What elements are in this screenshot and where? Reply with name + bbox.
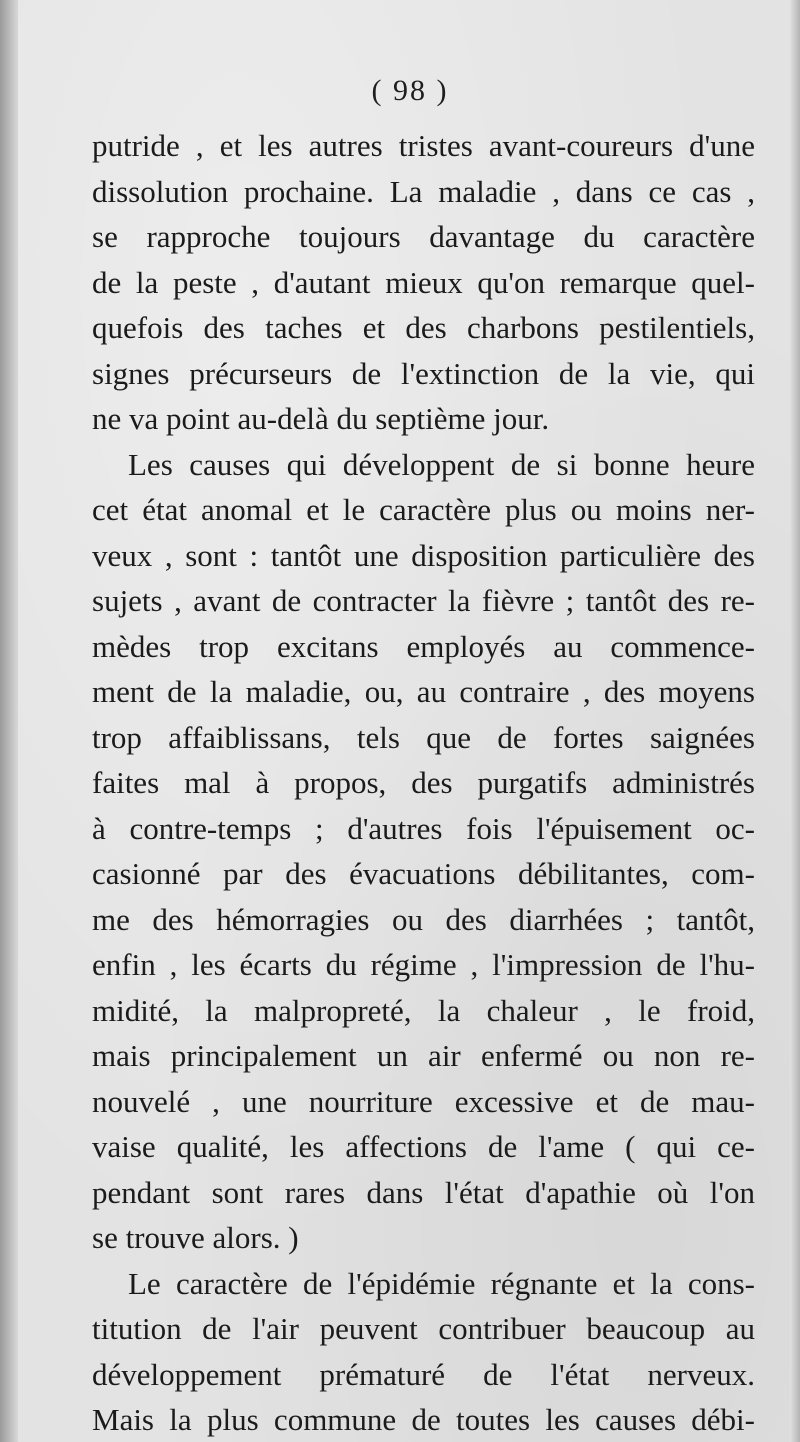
text-line: pendant sont rares dans l'état d'apathie où l'on [92,1174,755,1210]
text-line: casionné par des évacuations débilitantes, com- [92,856,755,891]
text-line: ment de la maladie, ou, au contraire , des moyens [92,674,755,709]
page-binding-shadow [0,0,18,1442]
text-line: mèdes trop excitans employés au commence- [92,628,755,664]
text-line: midité, la malpropreté, la chaleur , le froid, [92,992,755,1028]
text-line: sujets , avant de contracter la fièvre ; tantôt des re- [92,583,755,618]
text-line: titution de l'air peuvent contribuer beaucoup au [92,1311,755,1346]
text-line: vaise qualité, les affections de l'ame ( qui ce- [92,1129,755,1164]
text-line: Mais la plus commune de toutes les causes débi- [92,1402,755,1437]
text-line: ne va point au-delà du septième jour. [92,401,550,436]
text-line: Le caractère de l'épidémie régnante et la cons- [128,1265,755,1301]
text-line: à contre-temps ; d'autres fois l'épuisement oc- [92,810,755,846]
text-line: signes précurseurs de l'extinction de la vie, qui [92,355,755,391]
body-text [92,123,755,1442]
text-line: développement prématuré de l'état nerveux. [92,1356,755,1392]
text-line: me des hémorragies ou des diarrhées ; tantôt, [92,901,755,937]
text-line: enfin , les écarts du régime , l'impression de l'hu- [92,947,755,982]
text-line: dissolution prochaine. La maladie , dans ce cas , [92,173,755,209]
text-line: trop affaiblissans, tels que de fortes saignées [92,719,755,755]
text-line: nouvelé , une nourriture excessive et de mau- [92,1083,755,1119]
text-line: putride , et les autres tristes avant-coureurs d'une [92,128,755,163]
text-line: se trouve alors. ) [92,1220,299,1255]
text-line: de la peste , d'autant mieux qu'on remarque quel- [92,264,755,300]
page-number: ( 98 ) [371,74,449,107]
text-line: mais principalement un air enfermé ou non re- [92,1038,755,1073]
page-edge-shadow [790,0,800,1442]
text-line: cet état anomal et le caractère plus ou moins ner- [92,492,755,527]
text-line: veux , sont : tantôt une disposition particulière des [92,537,755,573]
text-line: se rapproche toujours davantage du caractère [92,219,755,254]
text-line: faites mal à propos, des purgatifs administrés [92,765,755,800]
text-line: Les causes qui développent de si bonne heure [128,446,755,482]
text-line: quefois des taches et des charbons pestilentiels, [92,310,755,345]
